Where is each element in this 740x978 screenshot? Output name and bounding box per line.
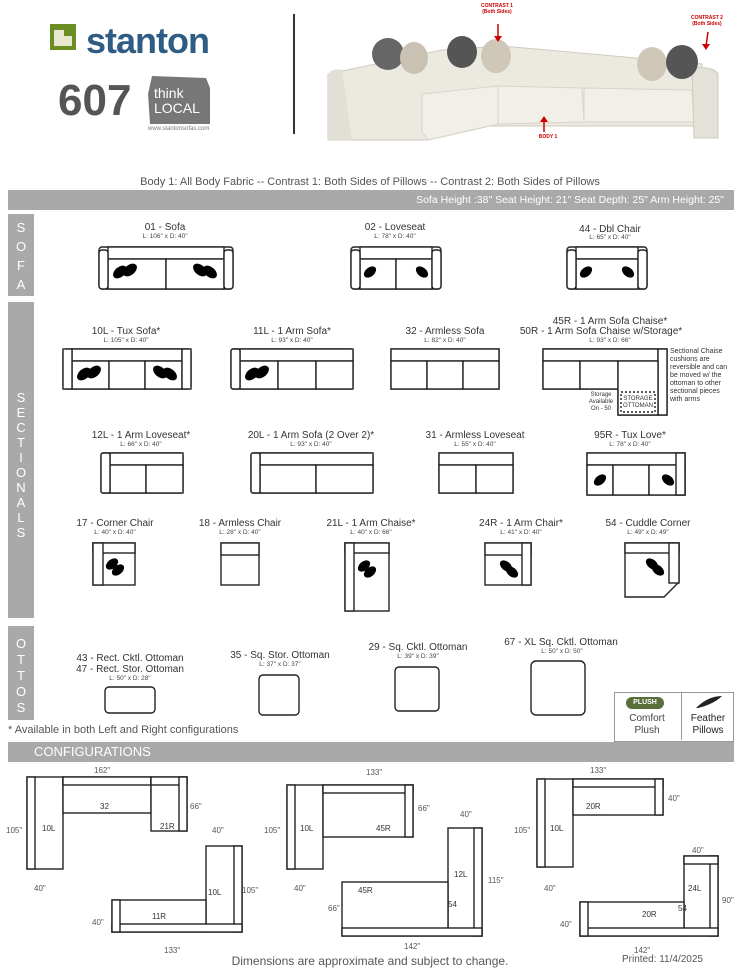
c3-r2-dim: 40" bbox=[692, 846, 704, 855]
c1-b1-dim: 40" bbox=[34, 884, 46, 893]
xl-sq-cktl-ottoman-67-diagram bbox=[530, 660, 586, 716]
product-dim: L: 93" x D: 66" bbox=[589, 337, 631, 344]
c1-label: 11R bbox=[152, 912, 167, 921]
contrast2-label: CONTRAST 2 (Both Sides) bbox=[691, 15, 723, 27]
product-dim: L: 82" x D: 40" bbox=[424, 337, 466, 344]
rect-ottoman-43-diagram bbox=[104, 686, 156, 714]
product-name: 95R - Tux Love* bbox=[594, 430, 666, 441]
product-name: 01 - Sofa bbox=[144, 222, 186, 233]
storage-ottoman-label: STORAGE OTTOMAN bbox=[623, 396, 653, 409]
c1-r2-dim: 40" bbox=[212, 826, 224, 835]
cuddle-corner-54-diagram bbox=[624, 542, 680, 598]
product-dim: L: 78" x D: 40" bbox=[374, 233, 416, 240]
product-dim: L: 37" x D: 37" bbox=[259, 661, 301, 668]
c2-l2-dim: 66" bbox=[328, 904, 340, 913]
c3-l2-dim: 40" bbox=[560, 920, 572, 929]
sq-stor-ottoman-35-diagram bbox=[258, 674, 300, 716]
c3-top-dim: 133" bbox=[590, 766, 607, 775]
product-name: 02 - Loveseat bbox=[364, 222, 426, 233]
c2-r1-dim: 66" bbox=[418, 804, 430, 813]
c2-r2-dim: 40" bbox=[460, 810, 472, 819]
website-url: www.stantonsofas.com bbox=[148, 126, 210, 132]
body1-label: BODY 1 bbox=[538, 134, 558, 140]
brand-name: stanton bbox=[86, 20, 209, 61]
product-dim: L: 78" x D: 40" bbox=[609, 441, 651, 448]
product-dim: L: 93" x D: 40" bbox=[290, 441, 332, 448]
product-dim: L: 105" x D: 40" bbox=[103, 337, 149, 344]
c2-l1-dim: 105" bbox=[264, 826, 281, 835]
tux-sofa-10l-diagram bbox=[62, 348, 192, 390]
product-name: 31 - Armless Loveseat bbox=[425, 430, 525, 441]
product-name: 10L - Tux Sofa* bbox=[91, 326, 161, 337]
c2-label: 10L bbox=[300, 824, 314, 833]
plush-badge: PLUSH bbox=[626, 697, 664, 709]
c3-label: 20R bbox=[642, 910, 657, 919]
one-arm-sofa-20l-diagram bbox=[250, 452, 374, 494]
comfort-plush-label: Comfort Plush bbox=[629, 713, 665, 736]
product-name: 54 - Cuddle Corner bbox=[605, 518, 691, 529]
product-dim: L: 106" x D: 40" bbox=[142, 233, 188, 240]
sofa-section-label: S O F A bbox=[8, 214, 34, 296]
c2-b2-dim: 142" bbox=[404, 942, 421, 951]
c1-r1-dim: 66" bbox=[190, 802, 202, 811]
c2-label: 12L bbox=[454, 870, 468, 879]
armless-sofa-32-diagram bbox=[390, 348, 500, 390]
product-dim: L: 40" x D: 66" bbox=[350, 529, 392, 536]
c1-label: 32 bbox=[100, 802, 109, 811]
header-divider bbox=[293, 14, 295, 134]
armless-chair-18-diagram bbox=[220, 542, 260, 586]
c2-r3-dim: 115" bbox=[488, 876, 504, 885]
specs-band: Sofa Height :38" Seat Height: 21" Seat Depth: 25" Arm Height: 25" bbox=[8, 190, 734, 210]
c2-b1-dim: 40" bbox=[294, 884, 306, 893]
availability-note: * Available in both Left and Right configurations bbox=[8, 724, 239, 736]
sectionals-section-label: S E C T I O N A L S bbox=[8, 302, 34, 618]
c3-b2-dim: 142" bbox=[634, 946, 651, 955]
contrast1-label: CONTRAST 1 (Both Sides) bbox=[481, 3, 513, 15]
think-local-logo: think LOCAL bbox=[154, 85, 200, 116]
feather-icon bbox=[694, 694, 724, 710]
loveseat-02-diagram bbox=[350, 246, 442, 290]
one-arm-sofa-11l-diagram bbox=[230, 348, 354, 390]
product-dim: L: 50" x D: 28" bbox=[109, 675, 151, 682]
product-dim: L: 55" x D: 40" bbox=[454, 441, 496, 448]
sofa-01-diagram bbox=[98, 246, 234, 290]
ottos-section-label: O T T O S bbox=[8, 626, 34, 720]
c3-label: 54 bbox=[678, 904, 687, 913]
product-name: 12L - 1 Arm Loveseat* bbox=[91, 430, 191, 441]
product-name: 17 - Corner Chair bbox=[76, 518, 154, 529]
c3-r1-dim: 40" bbox=[668, 794, 680, 803]
product-name: 24R - 1 Arm Chair* bbox=[479, 518, 563, 529]
product-name: 18 - Armless Chair bbox=[198, 518, 282, 529]
product-dim: L: 65" x D: 40" bbox=[589, 234, 631, 241]
c3-label: 10L bbox=[550, 824, 564, 833]
one-arm-chair-24r-diagram bbox=[484, 542, 532, 586]
c1-l2-dim: 40" bbox=[92, 918, 104, 927]
product-name: 43 - Rect. Cktl. Ottoman bbox=[76, 653, 184, 664]
product-name-alt: 47 - Rect. Stor. Ottoman bbox=[76, 664, 184, 675]
fabric-description: Body 1: All Body Fabric -- Contrast 1: Both Sides of Pillows -- Contrast 2: Both Sides of Pillows bbox=[140, 176, 600, 188]
product-name: 44 - Dbl Chair bbox=[579, 224, 641, 235]
product-name-alt: 50R - 1 Arm Sofa Chaise w/Storage* bbox=[519, 326, 683, 337]
c1-l1-dim: 105" bbox=[6, 826, 23, 835]
feather-pillows-label: Feather Pillows bbox=[690, 713, 726, 736]
c1-label: 10L bbox=[208, 888, 222, 897]
c2-label: 54 bbox=[448, 900, 457, 909]
sectional-photo bbox=[322, 14, 740, 144]
config-2-diagram bbox=[286, 784, 486, 940]
c3-r3-dim: 90" bbox=[722, 896, 734, 905]
one-arm-loveseat-12l-diagram bbox=[100, 452, 184, 494]
c3-b1-dim: 40" bbox=[544, 884, 556, 893]
product-dim: L: 66" x D: 40" bbox=[120, 441, 162, 448]
product-dim: L: 50" x D: 50" bbox=[541, 648, 583, 655]
product-name: 35 - Sq. Stor. Ottoman bbox=[230, 650, 330, 661]
product-name: 32 - Armless Sofa bbox=[405, 326, 485, 337]
tux-love-95r-diagram bbox=[586, 452, 686, 496]
product-dim: L: 49" x D: 49" bbox=[627, 529, 669, 536]
c1-top-dim: 162" bbox=[94, 766, 111, 775]
footer-disclaimer: Dimensions are approximate and subject to change. bbox=[231, 954, 509, 968]
product-name: 20L - 1 Arm Sofa (2 Over 2)* bbox=[247, 430, 375, 441]
product-dim: L: 40" x D: 40" bbox=[94, 529, 136, 536]
c2-top-dim: 133" bbox=[366, 768, 383, 777]
product-dim: L: 41" x D: 40" bbox=[500, 529, 542, 536]
product-name: 67 - XL Sq. Cktl. Ottoman bbox=[504, 637, 618, 648]
product-name: 21L - 1 Arm Chaise* bbox=[326, 518, 416, 529]
dbl-chair-44-diagram bbox=[566, 246, 648, 290]
model-number: 607 bbox=[58, 76, 132, 125]
chaise-note: Sectional Chaise cushions are reversible and can be moved w/ the ottoman to other sectional pieces with arms bbox=[670, 348, 728, 403]
storage-note: Storage Available On - 50 bbox=[588, 392, 614, 412]
product-name: 29 - Sq. Cktl. Ottoman bbox=[368, 642, 468, 653]
c1-b2-dim: 133" bbox=[164, 946, 181, 955]
c3-label: 24L bbox=[688, 884, 702, 893]
armless-loveseat-31-diagram bbox=[438, 452, 514, 494]
product-dim: L: 28" x D: 40" bbox=[219, 529, 261, 536]
c2-label: 45R bbox=[358, 886, 373, 895]
stanton-logo-icon bbox=[50, 22, 82, 54]
c1-label: 10L bbox=[42, 824, 56, 833]
configurations-title: CONFIGURATIONS bbox=[8, 742, 734, 762]
c1-label: 21R bbox=[160, 822, 175, 831]
product-dim: L: 39" x D: 39" bbox=[397, 653, 439, 660]
c2-label: 45R bbox=[376, 824, 391, 833]
config-3-diagram bbox=[536, 778, 722, 942]
c1-r3-dim: 105" bbox=[242, 886, 259, 895]
product-dim: L: 93" x D: 40" bbox=[271, 337, 313, 344]
corner-chair-17-diagram bbox=[92, 542, 136, 586]
one-arm-chaise-21l-diagram bbox=[344, 542, 390, 612]
sq-cktl-ottoman-29-diagram bbox=[394, 666, 440, 712]
c3-label: 20R bbox=[586, 802, 601, 811]
c3-l1-dim: 105" bbox=[514, 826, 531, 835]
product-name: 11L - 1 Arm Sofa* bbox=[253, 326, 331, 337]
product-name: 45R - 1 Arm Sofa Chaise* bbox=[552, 316, 668, 327]
printed-date: Printed: 11/4/2025 bbox=[622, 954, 703, 965]
config-1-diagram bbox=[26, 776, 260, 938]
